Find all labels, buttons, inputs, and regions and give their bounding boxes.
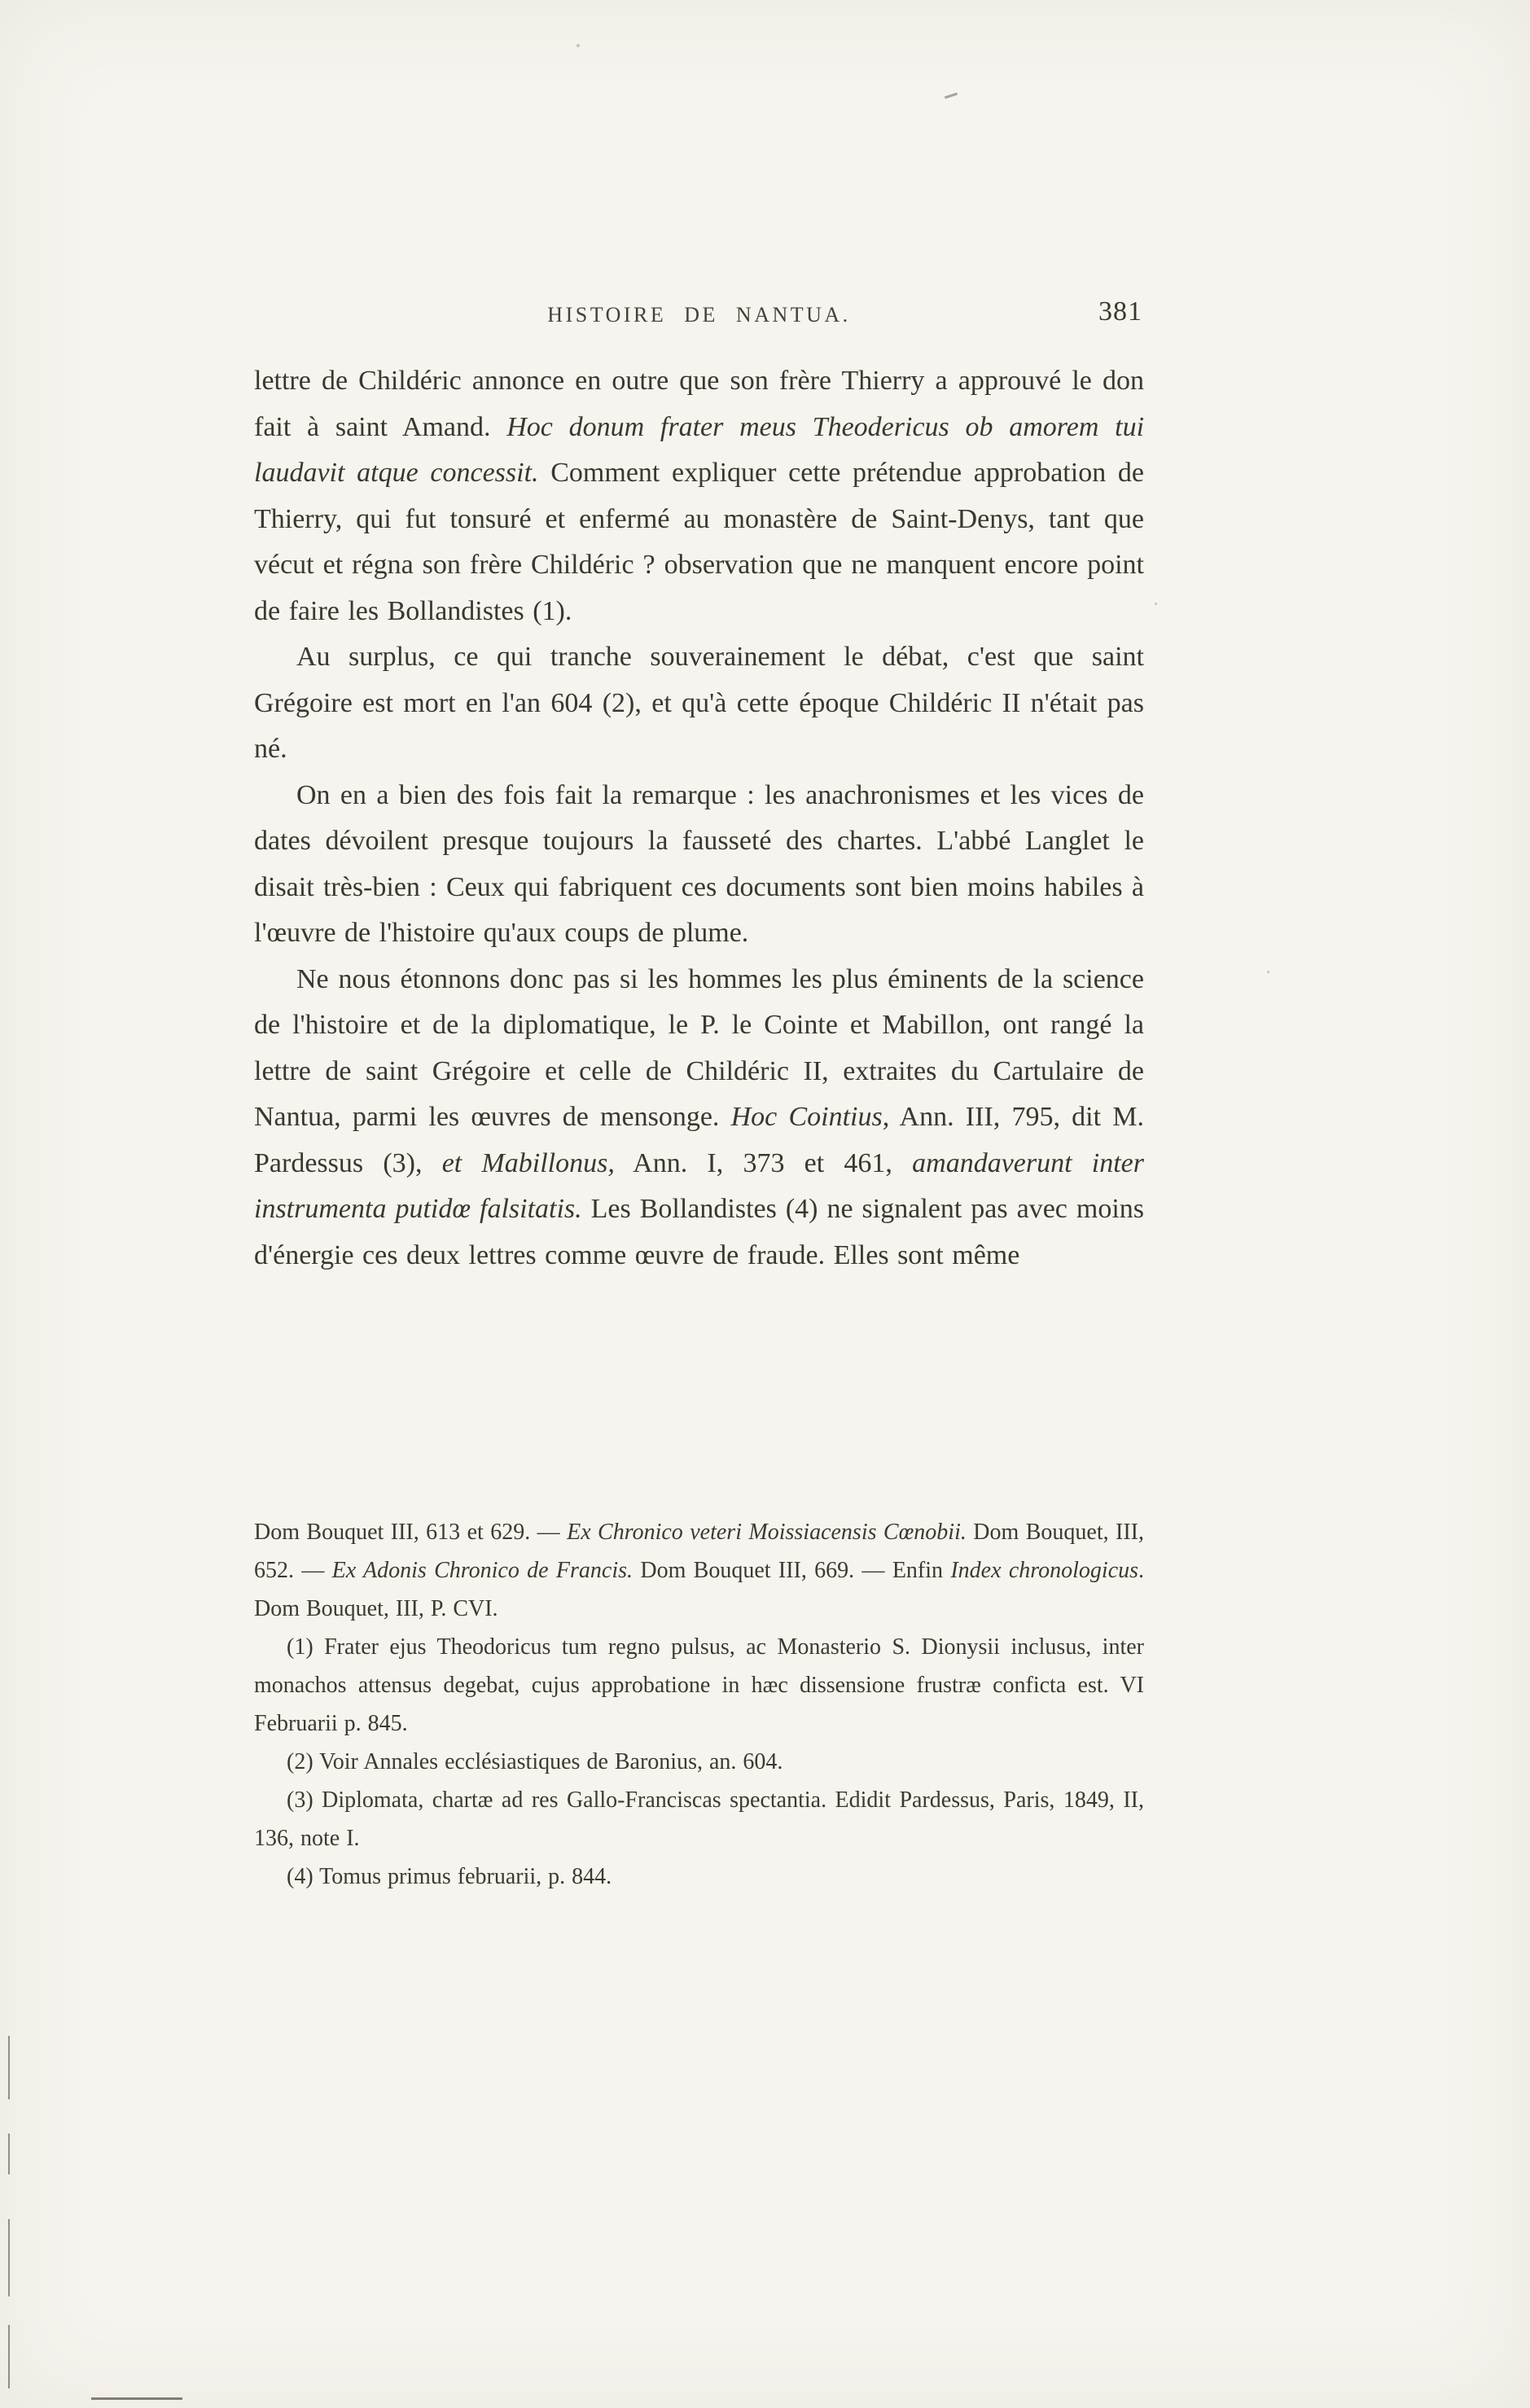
footnote — [254, 1513, 1144, 1628]
footnotes — [254, 1513, 1144, 1896]
text-run: lettre de Childéric annonce en outre que son frère Thierry a approuvé le don fait à saint Amand. — [254, 366, 1144, 442]
scan-artifact-edge-line — [8, 2134, 10, 2174]
paragraph — [254, 358, 1144, 634]
text-run: Au surplus, ce qui tranche souverainement le débat, c'est que saint Grégoire est mort en l'an 604 (2), et qu'à cette époque Childéric II n'était pas né. — [254, 642, 1144, 764]
text-run: Les Bollandistes (4) ne signalent pas avec moins d'énergie ces deux lettres comme œuvre de fraude. Elles sont même — [254, 1194, 1144, 1270]
page-header — [254, 296, 1144, 342]
italic-text-run: Ex Adonis Chronico de Francis. — [331, 1558, 633, 1583]
italic-text-run: et Mabillonus, — [441, 1147, 615, 1178]
scan-artifact-edge-line — [8, 2325, 10, 2388]
paragraph — [254, 773, 1144, 957]
scan-artifact-speck — [576, 44, 580, 47]
text-run: (3) Diplomata, chartæ ad res Gallo-Franciscas spectantia. Edidit Pardessus, Paris, 1849, II, 136, note I. — [254, 1787, 1144, 1851]
text-run: . Dom Bouquet, III, P. CVI. — [254, 1558, 1145, 1621]
scan-artifact-edge-line — [8, 2219, 10, 2296]
italic-text-run: Ex Chronico veteri Moissiacensis Cœnobii. — [567, 1520, 967, 1545]
scan-artifact-speck — [1155, 603, 1157, 605]
body-text — [254, 358, 1144, 1279]
text-run: Comment expliquer cette prétendue approbation de Thierry, qui fut tonsuré et enfermé au monastère de Saint-Denys, tant que vécut et régna son frère Childéric ? observation que ne manquent encore point de faire les Bollandistes (1). — [254, 458, 1144, 626]
text-run: Dom Bouquet, III, 652. — — [254, 1520, 1145, 1583]
text-run: Dom Bouquet III, 613 et 629. — — [254, 1520, 568, 1545]
italic-text-run: Hoc donum frater meus Theodericus ob amorem tui laudavit atque concessit. — [254, 411, 1145, 488]
scan-artifact-dash — [945, 93, 958, 99]
footnote — [254, 1781, 1144, 1858]
italic-text-run: Index chronologicus — [950, 1558, 1139, 1583]
scan-artifact-speck — [1267, 971, 1269, 973]
scan-artifact-edge-line — [8, 2036, 10, 2099]
text-run: Ann. III, 795, dit M. Pardessus (3), — [254, 1102, 1144, 1178]
paragraph — [254, 957, 1144, 1279]
footnote — [254, 1628, 1144, 1743]
text-run: Ne nous étonnons donc pas si les hommes les plus éminents de la science de l'histoire et de la diplomatique, le P. le Cointe et Mabillon, ont rangé la lettre de saint Grégoire et celle de Childéric II, extraites du Cartulaire de Nantua, parmi les œuvres de mensonge. — [254, 963, 1144, 1132]
text-run: (4) Tomus primus februarii, p. 844. — [287, 1864, 612, 1889]
scan-artifact-bottom-line — [91, 2397, 182, 2400]
paragraph — [254, 634, 1144, 773]
text-run: Dom Bouquet III, 669. — Enfin — [633, 1558, 951, 1583]
text-run: Ann. I, 373 et 461, — [614, 1147, 913, 1178]
text-run: (2) Voir Annales ecclésiastiques de Baronius, an. 604. — [287, 1749, 783, 1774]
running-title: HISTOIRE DE NANTUA. — [547, 303, 851, 327]
italic-text-run: Hoc Cointius, — [730, 1102, 890, 1132]
page-number: 381 — [1098, 296, 1142, 327]
footnote — [254, 1858, 1144, 1896]
footnote — [254, 1743, 1144, 1781]
italic-text-run: amandaverunt inter instrumenta putidœ falsitatis. — [254, 1147, 1144, 1224]
text-run: (1) Frater ejus Theodoricus tum regno pulsus, ac Monasterio S. Dionysii inclusus, inter monachos attensus degebat, cujus approbatione in hæc dissensione frustræ conficta est. VI Februarii p. 845. — [254, 1634, 1144, 1736]
text-run: On en a bien des fois fait la remarque : les anachronismes et les vices de dates dévoilent presque toujours la fausseté des chartes. L'abbé Langlet le disait très-bien : Ceux qui fabriquent ces documents sont bien moins habiles à l'œuvre de l'histoire qu'aux coups de plume. — [254, 779, 1144, 948]
